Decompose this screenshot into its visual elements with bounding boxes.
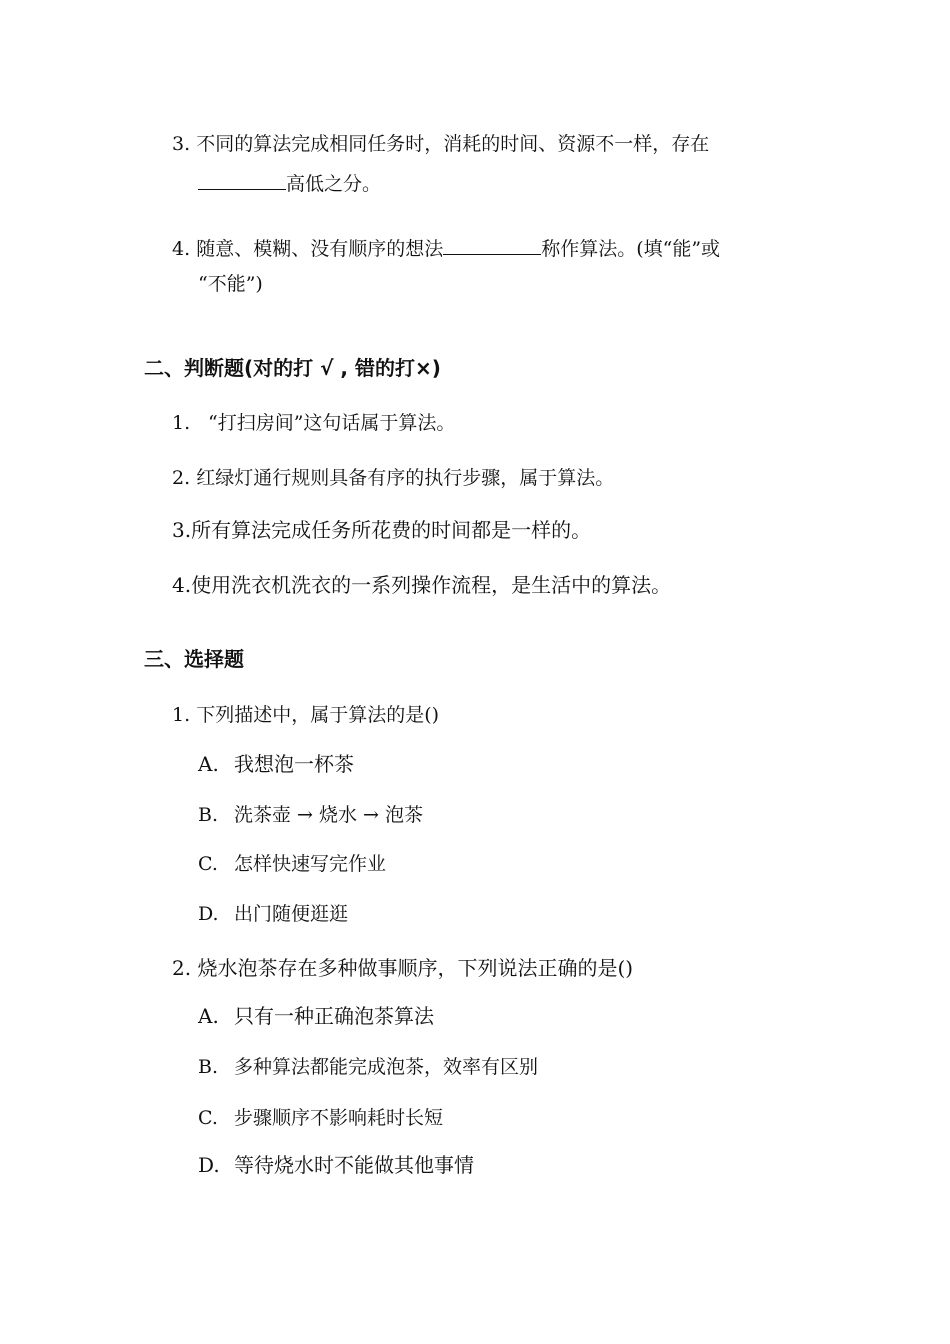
option-text: 出门随便逛逛 bbox=[234, 903, 349, 925]
option-letter: C. bbox=[198, 1107, 218, 1129]
choice-q2-option-b[interactable] bbox=[198, 1054, 538, 1080]
judge-item-4 bbox=[172, 572, 671, 598]
fill-q4-line1 bbox=[172, 234, 720, 262]
option-text: 怎样快速写完作业 bbox=[234, 853, 387, 875]
choice-q2 bbox=[172, 955, 633, 981]
question-text: “打扫房间”这句话属于算法。 bbox=[208, 412, 456, 434]
option-text: 多种算法都能完成泡茶，效率有区别 bbox=[234, 1056, 539, 1078]
fill-q4-line2 bbox=[198, 271, 263, 297]
option-text: 等待烧水时不能做其他事情 bbox=[234, 1153, 474, 1177]
question-text: 烧水泡茶存在多种做事顺序，下列说法正确的是() bbox=[197, 956, 634, 980]
choice-q2-option-a[interactable] bbox=[198, 1003, 434, 1029]
option-letter: A. bbox=[198, 1004, 219, 1028]
option-text: 步骤顺序不影响耗时长短 bbox=[234, 1107, 444, 1129]
judge-item-1 bbox=[172, 410, 455, 436]
choice-q1-option-d[interactable] bbox=[198, 901, 348, 927]
question-text: 不同的算法完成相同任务时，消耗的时间、资源不一样，存在 bbox=[196, 133, 710, 155]
fill-q3-line2 bbox=[198, 169, 381, 197]
question-number: 4. bbox=[172, 573, 192, 597]
question-text: 使用洗衣机洗衣的一系列操作流程，是生活中的算法。 bbox=[191, 573, 672, 597]
fill-q3-line1 bbox=[172, 131, 709, 157]
section-title-judge: 二、判断题(对的打 √ , 错的打×) bbox=[144, 356, 441, 380]
option-letter: B. bbox=[198, 1056, 219, 1078]
question-text: 高低之分。 bbox=[286, 173, 382, 195]
judge-item-3 bbox=[172, 517, 591, 543]
answer-blank[interactable] bbox=[443, 234, 541, 255]
question-number: 1. bbox=[172, 412, 191, 434]
question-text: 下列描述中，属于算法的是() bbox=[196, 704, 440, 726]
question-number: 1. bbox=[172, 704, 191, 726]
question-text: 称作算法。(填“能”或 bbox=[541, 238, 721, 260]
choice-q2-option-d[interactable] bbox=[198, 1152, 474, 1178]
choice-q1-option-a[interactable] bbox=[198, 751, 354, 777]
option-text: 只有一种正确泡茶算法 bbox=[234, 1004, 434, 1028]
choice-q1-option-c[interactable] bbox=[198, 851, 386, 877]
judge-item-2 bbox=[172, 465, 614, 491]
choice-q1 bbox=[172, 702, 439, 728]
question-text: 随意、模糊、没有顺序的想法 bbox=[196, 238, 444, 260]
question-text: 所有算法完成任务所花费的时间都是一样的。 bbox=[191, 518, 592, 542]
section-title-choice: 三、选择题 bbox=[144, 647, 244, 671]
choice-q1-option-b[interactable] bbox=[198, 802, 423, 828]
option-letter: A. bbox=[198, 752, 219, 776]
option-letter: D. bbox=[198, 1153, 220, 1177]
option-letter: C. bbox=[198, 853, 218, 875]
question-number: 3. bbox=[172, 518, 192, 542]
choice-q2-option-c[interactable] bbox=[198, 1105, 443, 1131]
option-letter: B. bbox=[198, 804, 219, 826]
option-text: 洗茶壶 → 烧水 → 泡茶 bbox=[234, 804, 423, 826]
question-text: 红绿灯通行规则具备有序的执行步骤，属于算法。 bbox=[196, 467, 615, 489]
question-number: 2. bbox=[172, 956, 192, 980]
answer-blank[interactable] bbox=[198, 169, 286, 190]
option-letter: D. bbox=[198, 903, 219, 925]
question-text: “不能”) bbox=[198, 273, 263, 295]
question-number: 3. bbox=[172, 133, 191, 155]
option-text: 我想泡一杯茶 bbox=[234, 752, 354, 776]
question-number: 2. bbox=[172, 467, 191, 489]
question-number: 4. bbox=[172, 238, 191, 260]
